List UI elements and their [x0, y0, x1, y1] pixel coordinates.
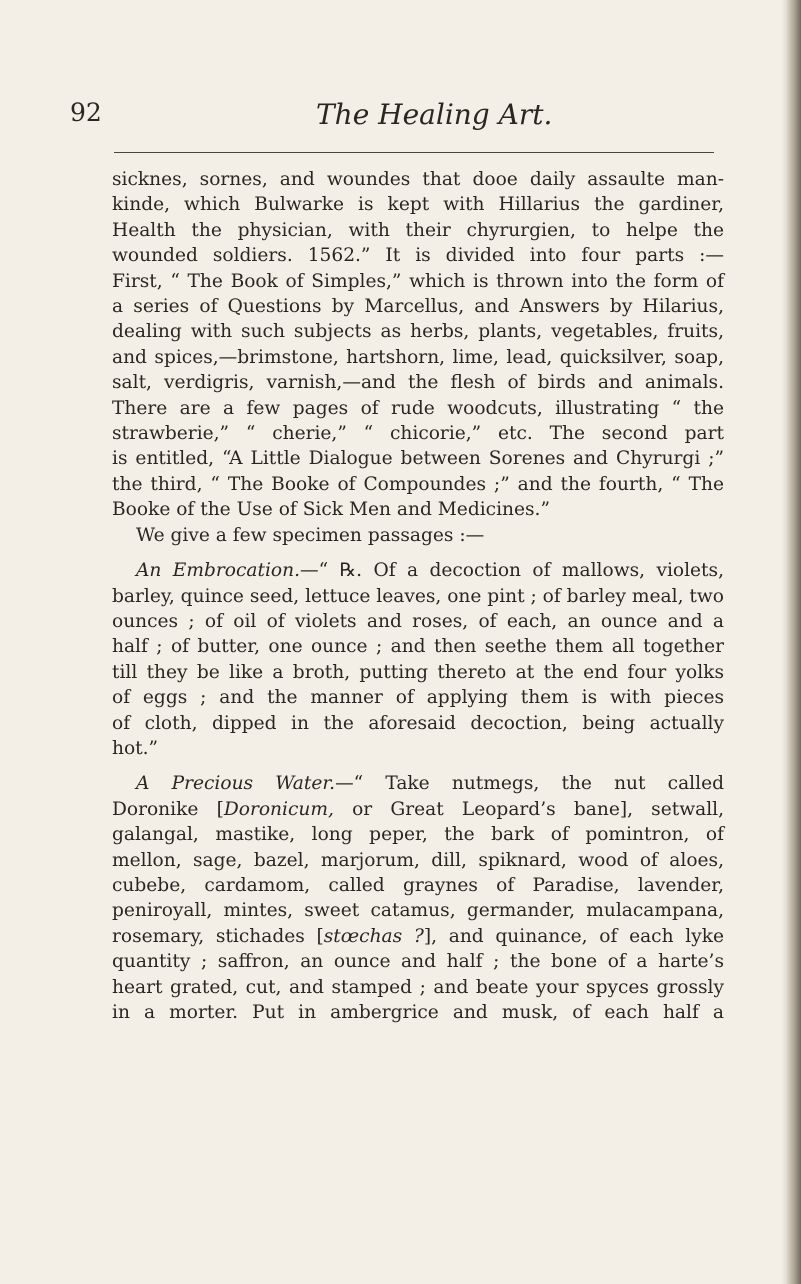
text-line: cubebe, cardamom, called graynes of Paradise, lavender, [112, 874, 724, 896]
paragraph-precious-water [112, 771, 724, 1025]
text-line: ounces ; of oil of violets and roses, of each, an ounce and a [112, 610, 724, 632]
text-run-italic: Doronicum, [223, 798, 334, 820]
precious-water-heading: A Precious Water. [136, 773, 336, 795]
text-run: rosemary, stichades [ [112, 925, 324, 947]
text-line: Health the physician, with their chyrurgien, to helpe the [112, 219, 724, 241]
text-line: till they be like a broth, putting thereto at the end four yolks [112, 661, 724, 683]
text-line: wounded soldiers. 1562.” It is divided into four parts :— [112, 245, 724, 267]
text-line [112, 771, 724, 796]
text-line: heart grated, cut, and stamped ; and beate your spyces grossly [112, 976, 724, 998]
text-line: dealing with such subjects as herbs, plants, vegetables, fruits, [112, 321, 724, 343]
paragraph-specimen-intro [112, 523, 724, 548]
text-line: in a morter. Put in ambergrice and musk, of each half a [112, 1002, 724, 1023]
text-line: salt, verdigris, varnish,—and the flesh of birds and animals. [112, 372, 724, 394]
text-line: of cloth, dipped in the aforesaid decoction, being actually [112, 712, 724, 734]
text-line: mellon, sage, bazel, marjorum, dill, spiknard, wood of aloes, [112, 849, 724, 871]
paragraph-gap [112, 761, 724, 771]
text-run: Doronike [ [112, 798, 224, 820]
text-line: There are a few pages of rude woodcuts, illustrating “ the [112, 397, 724, 419]
paragraph-embrocation [112, 558, 724, 761]
paragraph-gap [112, 548, 724, 558]
text-run: ], and quinance, of each lyke [423, 925, 725, 947]
text-line: barley, quince seed, lettuce leaves, one pint ; of barley meal, two [112, 585, 724, 607]
running-title: The Healing Art. [316, 98, 553, 131]
text-line: hot.” [112, 737, 159, 759]
header-rule [114, 152, 714, 153]
text-line: We give a few specimen passages :— [136, 524, 485, 546]
text-line: kinde, which Bulwarke is kept with Hillarius the gardiner, [112, 194, 724, 216]
text-line [112, 924, 724, 949]
text-line [112, 797, 724, 822]
text-line: the third, “ The Booke of Compoundes ;” and the fourth, “ The [112, 473, 724, 495]
embrocation-lead: —“ ℞. Of a decoction of mallows, violets, [300, 560, 724, 582]
text-line: and spices,—brimstone, hartshorn, lime, lead, quicksilver, soap, [112, 346, 724, 368]
embrocation-heading: An Embrocation. [136, 560, 300, 582]
body-text [112, 167, 724, 1025]
text-line: of eggs ; and the manner of applying them is with pieces [112, 687, 724, 709]
text-line: Booke of the Use of Sick Men and Medicines.” [112, 499, 550, 521]
text-line [112, 558, 724, 583]
text-line: half ; of butter, one ounce ; and then seethe them all together [112, 636, 724, 658]
text-line: quantity ; saffron, an ounce and half ; the bone of a harte’s [112, 951, 724, 973]
text-run: or Great Leopard’s bane], setwall, [333, 798, 725, 820]
text-line: a series of Questions by Marcellus, and Answers by Hilarius, [112, 296, 724, 318]
text-line: sicknes, sornes, and woundes that dooe daily assaulte man- [112, 169, 724, 190]
page-number: 92 [70, 98, 102, 127]
text-line: peniroyall, mintes, sweet catamus, germander, mulacampana, [112, 900, 724, 922]
text-run-italic: stœchas ? [323, 925, 424, 947]
text-line: strawberie,” “ cherie,” “ chicorie,” etc. The second part [112, 423, 724, 445]
paragraph-simples [112, 167, 724, 523]
text-line: First, “ The Book of Simples,” which is thrown into the form of [112, 270, 724, 292]
page-edge [787, 0, 801, 1284]
running-header [0, 98, 801, 138]
precious-water-lead: —“ Take nutmegs, the nut called [335, 773, 724, 795]
text-line: galangal, mastike, long peper, the bark of pomintron, of [112, 824, 724, 846]
text-line: is entitled, “A Little Dialogue between Sorenes and Chyrurgi ;” [112, 448, 724, 470]
